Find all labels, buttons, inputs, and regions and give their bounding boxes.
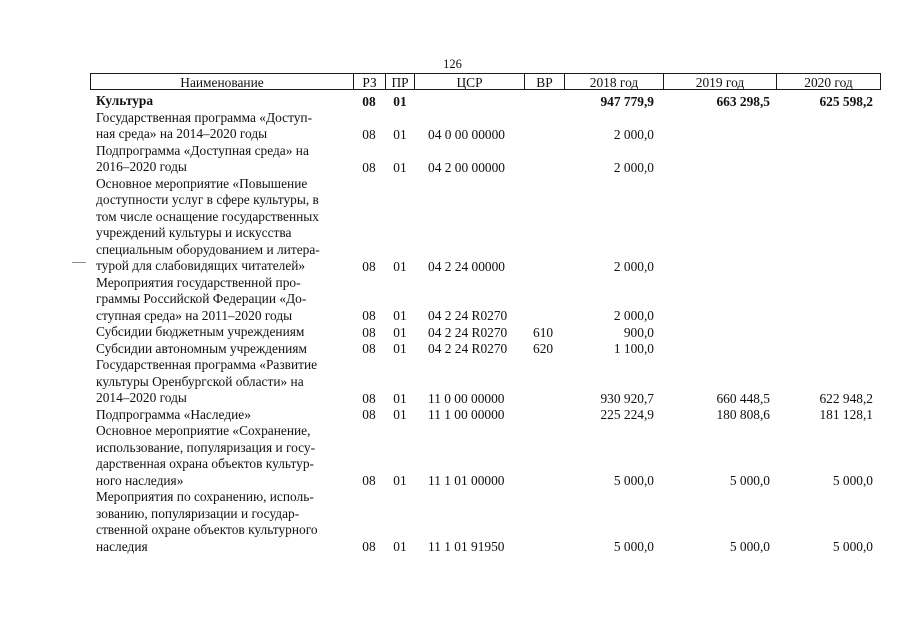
row-name-line: наследия (96, 538, 148, 554)
cell-rz: 08 (362, 93, 376, 109)
cell-csr: 11 0 00 00000 (428, 390, 505, 406)
row-name-line: зованию, популяризации и государ- (96, 505, 300, 521)
row-name-line: 2014–2020 годы (96, 390, 187, 405)
cell-rz: 08 (362, 159, 376, 175)
row-name-line: Подпрограмма «Наследие» (96, 406, 251, 422)
cell-y2019: 663 298,5 (716, 93, 770, 109)
cell-y2018: 2 000,0 (613, 308, 654, 323)
cell-y2020: 5 000,0 (832, 539, 873, 554)
row-name-line: Основное мероприятие «Повышение (96, 175, 308, 191)
cell-csr: 04 2 24 00000 (428, 258, 505, 274)
cell-pr: 01 (393, 341, 407, 356)
table-row (0, 324, 905, 341)
cell-pr: 01 (393, 159, 407, 175)
header-csr: ЦСР (414, 73, 525, 90)
row-name (96, 357, 346, 407)
row-name-line: Мероприятия по сохранению, исполь- (96, 489, 314, 504)
header-2019: 2019 год (663, 73, 777, 90)
row-name (96, 407, 346, 424)
cell-pr: 01 (393, 539, 407, 554)
cell-csr: 04 2 00 00000 (428, 159, 505, 175)
cell-pr: 01 (393, 473, 407, 488)
table-row (0, 341, 905, 358)
row-name-line: том числе оснащение государственных (96, 208, 319, 224)
table-row (0, 93, 905, 110)
row-name (96, 93, 346, 110)
row-name (96, 341, 346, 358)
cell-rz: 08 (362, 390, 376, 406)
table-row (0, 176, 905, 275)
row-name (96, 143, 346, 176)
cell-pr: 01 (393, 126, 407, 142)
row-name-line: культуры Оренбургской области» на (96, 373, 304, 389)
cell-pr: 01 (393, 324, 407, 340)
row-name-line: дарственная охрана объектов культур- (96, 456, 315, 471)
cell-y2020: 622 948,2 (819, 390, 873, 406)
cell-rz: 08 (362, 473, 376, 488)
cell-y2019: 180 808,6 (716, 407, 770, 422)
cell-csr: 04 2 24 R0270 (428, 308, 508, 323)
cell-rz: 08 (362, 308, 376, 323)
page-number: 126 (443, 57, 462, 71)
row-name-line: доступности услуг в сфере культуры, в (96, 192, 319, 207)
row-name-line: использование, популяризация и госу- (96, 439, 316, 455)
row-name-line: Культура (96, 93, 154, 108)
cell-rz: 08 (362, 539, 376, 554)
table-row (0, 357, 905, 407)
table-row (0, 407, 905, 424)
cell-y2018: 225 224,9 (600, 407, 654, 422)
row-name (96, 176, 346, 275)
cell-y2018: 930 920,7 (600, 390, 654, 406)
cell-csr: 11 1 01 00000 (428, 473, 505, 488)
cell-y2018: 900,0 (623, 324, 654, 340)
cell-pr: 01 (393, 258, 407, 274)
row-name (96, 110, 346, 143)
cell-rz: 08 (362, 126, 376, 142)
table-body (0, 93, 905, 555)
row-name-line: Государственная программа «Развитие (96, 357, 318, 372)
row-name-line: Подпрограмма «Доступная среда» на (96, 142, 309, 158)
cell-y2020: 181 128,1 (819, 407, 873, 422)
cell-pr: 01 (393, 407, 407, 422)
cell-y2018: 1 100,0 (613, 341, 654, 356)
row-name-line: ственной охране объектов культурного (96, 522, 318, 537)
cell-vr: 620 (533, 341, 554, 356)
table-header (0, 73, 905, 91)
row-name (96, 423, 346, 489)
cell-rz: 08 (362, 324, 376, 340)
cell-rz: 08 (362, 341, 376, 356)
header-2020: 2020 год (776, 73, 881, 90)
header-name: Наименование (90, 73, 354, 90)
cell-y2018: 5 000,0 (613, 473, 654, 488)
cell-csr: 04 0 00 00000 (428, 126, 505, 142)
row-name (96, 489, 346, 555)
cell-y2018: 2 000,0 (613, 126, 654, 142)
cell-vr: 610 (533, 324, 554, 340)
row-name-line: Субсидии автономным учреждениям (96, 340, 307, 356)
cell-csr: 04 2 24 R0270 (428, 341, 508, 356)
cell-csr: 11 1 00 00000 (428, 407, 505, 422)
cell-y2018: 5 000,0 (613, 539, 654, 554)
table-row (0, 489, 905, 555)
table-row (0, 275, 905, 325)
row-name-line: учреждений культуры и искусства (96, 225, 292, 240)
row-name-line: Основное мероприятие «Сохранение, (96, 423, 311, 438)
cell-y2018: 2 000,0 (613, 159, 654, 175)
cell-rz: 08 (362, 258, 376, 274)
cell-pr: 01 (393, 93, 407, 109)
header-pr: ПР (385, 73, 415, 90)
cell-rz: 08 (362, 407, 376, 422)
row-name-line: 2016–2020 годы (96, 159, 187, 174)
cell-csr: 11 1 01 91950 (428, 539, 505, 554)
row-name-line: ного наследия» (96, 472, 184, 488)
cell-y2018: 947 779,9 (600, 93, 654, 109)
row-name-line: ступная среда» на 2011–2020 годы (96, 307, 293, 323)
table-row (0, 423, 905, 489)
cell-pr: 01 (393, 390, 407, 406)
cell-y2020: 625 598,2 (819, 93, 873, 109)
row-name-line: Субсидии бюджетным учреждениям (96, 324, 305, 339)
table-row (0, 110, 905, 143)
row-name-line: граммы Российской Федерации «До- (96, 291, 307, 306)
header-2018: 2018 год (564, 73, 664, 90)
cell-y2019: 5 000,0 (729, 473, 770, 488)
cell-y2019: 5 000,0 (729, 539, 770, 554)
row-name-line: турой для слабовидящих читателей» (96, 258, 306, 273)
table-row (0, 143, 905, 176)
cell-pr: 01 (393, 308, 407, 323)
row-name-line: ная среда» на 2014–2020 годы (96, 126, 268, 141)
row-name-line: специальным оборудованием и литера- (96, 241, 320, 257)
cell-csr: 04 2 24 R0270 (428, 324, 508, 340)
header-vr: ВР (524, 73, 565, 90)
cell-y2020: 5 000,0 (832, 473, 873, 488)
row-name-line: Мероприятия государственной про- (96, 274, 301, 290)
row-name (96, 324, 346, 341)
cell-y2018: 2 000,0 (613, 258, 654, 274)
header-rz: РЗ (353, 73, 386, 90)
row-name (96, 275, 346, 325)
cell-y2019: 660 448,5 (716, 390, 770, 406)
row-name-line: Государственная программа «Доступ- (96, 109, 313, 125)
